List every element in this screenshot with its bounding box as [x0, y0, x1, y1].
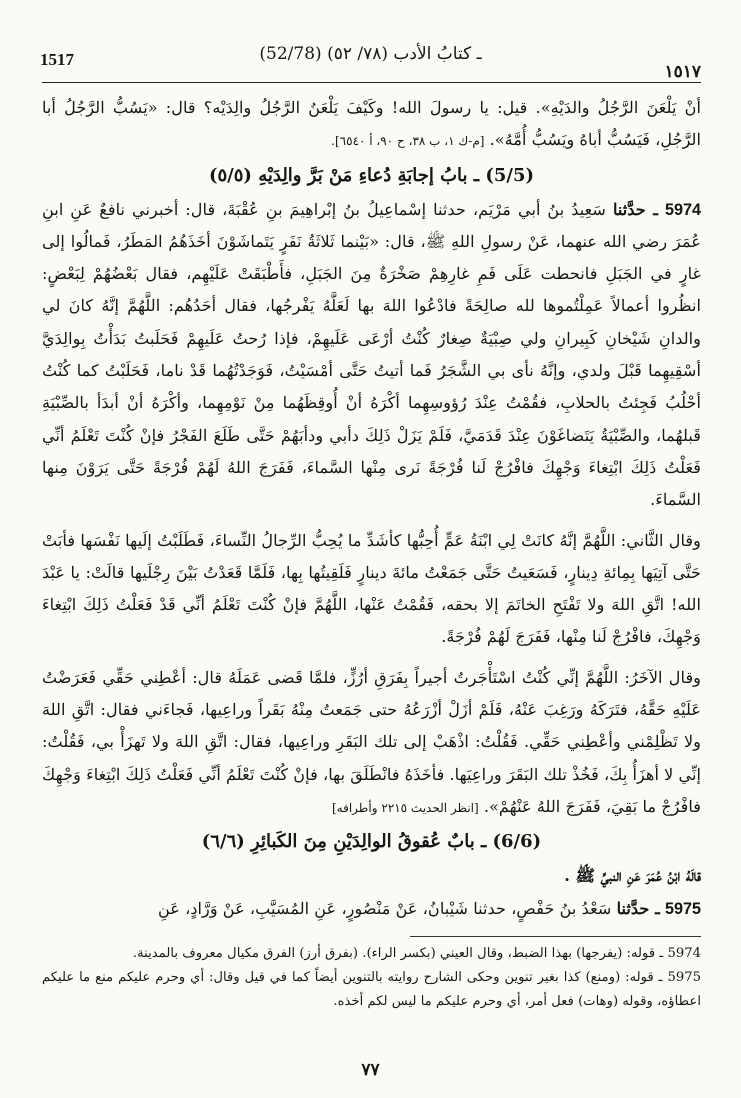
- haddathana-label: ـ حدَّثنا: [612, 199, 658, 219]
- page-number-latin: 1517: [40, 50, 74, 69]
- intro-paragraph: [42, 92, 701, 158]
- page-number-arabic: ١٥١٧: [664, 62, 701, 82]
- main-text: [42, 92, 701, 925]
- header-rule: [42, 82, 701, 83]
- folio-number: ٧٧: [361, 1060, 380, 1080]
- hadith-number: 5975: [664, 899, 701, 918]
- hadith-text: سَعِيدُ بنُ أبي مَرْيَم، حدثنا إسْماعِيلُ بنُ إبْراهِيمَ بنِ عُقْبَةَ، قال: أخبرني نافعٌ عَنِ ابنِ عُمَرَ رضي الله عنهما، عَنْ رسولِ اللهِ ﷺ، قال: «بَيْنما ثَلاثَةُ نَفَرٍ يَتَماشَوْنَ أخَذَهُمُ المَطَرُ، فَمالُوا إلى غارٍ في الجَبَلِ فانحطت عَلَى فَمِ غارِهِمْ صَخْرَةٌ مِنَ الجَبَلِ، فأَطْبَقَتْ عَلَيْهِم، فقال بَعْضُهُمْ لِبَعْضٍ: انظُروا أعمالاً عَمِلْتُموها لله صالِحَةً فادْعُوا اللهَ بها لَعَلَّهُ يَفْرجُها، فقال أحَدُهُم: اللَّهُمَّ إنَّهُ كانَ لي والدانِ شَيْخانِ كَبِيرانِ ولي صِبْيَةٌ صِغارٌ كُنْتُ أرْعَى عَلَيهِمْ، فإذا رُحتُ عَلَيهِمْ فَحَلَبتُ بَدَأْتُ بِوالِدَيَّ أسْقِيهِما قَبْلَ ولدي، وإنَّهُ نأى بي الشَّجَرُ فَما أتيتُ حَتَّى أمْسَيْتُ، فَوَجَدْتُهُما قَدْ ناما، فَحَلَبْتُ كما كُنْتُ أحْلُبُ فَجِئتُ بالحلابِ، فقُمْتُ عِنْدَ رُؤوسِهِما أكْرَهُ أنْ أُوقِظَهُما مِنْ نَوْمِهِما، وأكْرَهُ أنْ أبدَأ بالصِّبْيَةِ قَبلهُما، والصِّبْيَةُ يَتَضاغَوْنَ عِنْدَ قَدَمَيَّ، فَلَمْ يَزَلْ ذَلِكَ دأبي ودأبَهُمْ حَتَّى طَلَعَ الفَجْرُ فإنْ كُنْتَ تَعْلَمُ أنِّي فَعَلْتُ ذَلِكَ ابْتِغاءَ وَجْهِكَ فافْرُجْ لَنا فُرْجَةً نَرى مِنْها السَّماءَ، فَفَرَجَ اللهُ لَهُمْ فُرْجَةً حَتَّى يَرَوْنَ مِنها السَّماءَ.: [42, 199, 701, 510]
- running-header: [40, 36, 701, 80]
- footnote-5975: 5975 ـ قوله: (ومنع) كذا بغير تنوين وحكى الشارح روايته بالتنوين أيضاً كما في قيل وقال: أي وحرم عليكم منع ما عليكم اعطاؤه، وقوله (وهات) فعل أمر، أي وحرم عليكم ما ليس لكم أخذه.: [42, 970, 701, 1009]
- third-text: وقال الآخَرُ: اللَّهُمَّ إنِّي كُنْتُ اسْتَأْجَرتُ أجيراً بِفَرَقِ أرُزٍّ، فلمَّا قَضى عَمَلَهُ قال: أعْطِني حَقِّي فَعَرَضْتُ عَلَيْهِ حَقَّهُ، فتَرَكَهُ ورَغِبَ عَنْهُ، فَلَمْ أزَلْ أزْرَعُهُ حتى جَمَعتُ مِنْهُ بَقَراً وراعِيها، فَجاءَني فقال: اتَّقِ اللهَ ولا تَظْلِمْني وأعْطِني حَقِّي. فَقُلْتُ: اذْهَبْ إلى تلك البَقَرِ وراعِيها، فقال: اتَّقِ اللهَ ولا تَهزَأْ بي، فَقُلْتُ: إنِّي لا أهزَأُ بِكَ، فَخُذْ تلك البَقَرَ وراعِيَها. فأخَذَهُ فانْطَلَقَ بها، فإنْ كُنْتَ تَعْلَمُ أنِّي فَعَلْتُ ذَلِكَ ابْتِغاءَ وَجْهِكَ فافْرُجْ ما بَقِيَ، فَفَرَجَ اللهُ عَنْهُمْ».: [42, 667, 701, 816]
- hadith-5974-opening: [42, 194, 701, 517]
- haddathana-label: ـ حدَّثنا: [616, 898, 660, 918]
- intro-reference: [م-ك ١، ب ٣٨، ح ٩٠، أ ٦٥٤٠].: [331, 134, 485, 149]
- hadith-reference: [انظر الحديث ٢٢١٥ وأطرافه]: [332, 800, 479, 815]
- hadith-5974-third: [42, 662, 701, 824]
- hadith-text: سَعْدُ بنُ حَفْصٍ، حدثنا شَيْبانُ، عَنْ مَنْصُورٍ، عَنِ المُسَيَّبِ، عَنْ وَرَّادٍ، عَنِ: [157, 898, 612, 918]
- chapter-heading-6: (6/6) ـ بابٌ عُقوقُ الوالِدَيْنِ مِنَ الكَبائِرِ (٦/٦): [201, 831, 542, 853]
- chapter-heading-5: (5/5) ـ بابُ إجابَةِ دُعاءِ مَنْ بَرَّ والِدَيْهِ (٥/٥): [208, 164, 535, 186]
- footnote-5974: 5974 ـ قوله: (يفرجها) بهذا الضبط، وقال العيني (بكسر الراء). (بفرق أرز) الفرق مكيال معروف بالمدينة.: [132, 946, 701, 961]
- hadith-5974-second: وقال الثَّاني: اللَّهُمَّ إنَّهُ كانَتْ لِي ابْنَةُ عَمٍّ أُحِبُّها كأشَدِّ ما يُحِبُّ الرِّجالُ النِّساءَ، فَطَلَبْتُ إلَيها نَفْسَها فأبَتْ حَتَّى آتِيَها بِمِائةِ دِينارٍ، فَسَعَيتُ حَتَّى جَمَعْتُ مائةَ دينارٍ فَلَقِيتُها بِها، فَلَمَّا قَعَدْتُ بَيْنَ رِجْلَيها قالَتْ: يا عَبْدَ الله! اتَّقِ اللهَ ولا تَفْتَحِ الخاتَمَ إلا بحقه، فَقُمْتُ عَنْها، اللَّهُمَّ فإنْ كُنْتَ تَعْلَمُ أنِّي قَدْ فَعَلْتُ ذَلِكَ ابْتِغاءَ وَجْهِكَ، فافْرُجْ لَنا مِنْها، فَفَرَجَ لَهُمْ فُرْجَةً.: [42, 530, 701, 647]
- footnotes: [42, 942, 701, 1014]
- hadith-5975-opening: [42, 893, 701, 925]
- hadith-number: 5974: [664, 200, 701, 219]
- intro-text: أنْ يَلْعَنَ الرَّجُلُ والدَيْهِ». قيل: يا رسولَ الله! وكَيْفَ يَلْعَنُ الرَّجُلُ والِدَيْه؟ قال: «يَسُبُّ الرَّجُلُ أبا الرَّجُلِ، فَيَسُبُّ أباهُ ويَسُبُّ أُمَّهُ».: [42, 98, 701, 150]
- chapter-title: (52/78) ـ كتابُ الأدب (٧٨/ ٥٢): [259, 44, 482, 64]
- qalahu-line: قالَهُ ابْنُ عُمَرَ عَنِ النبيِّ ﷺ .: [564, 866, 701, 886]
- footnote-rule: [410, 936, 701, 937]
